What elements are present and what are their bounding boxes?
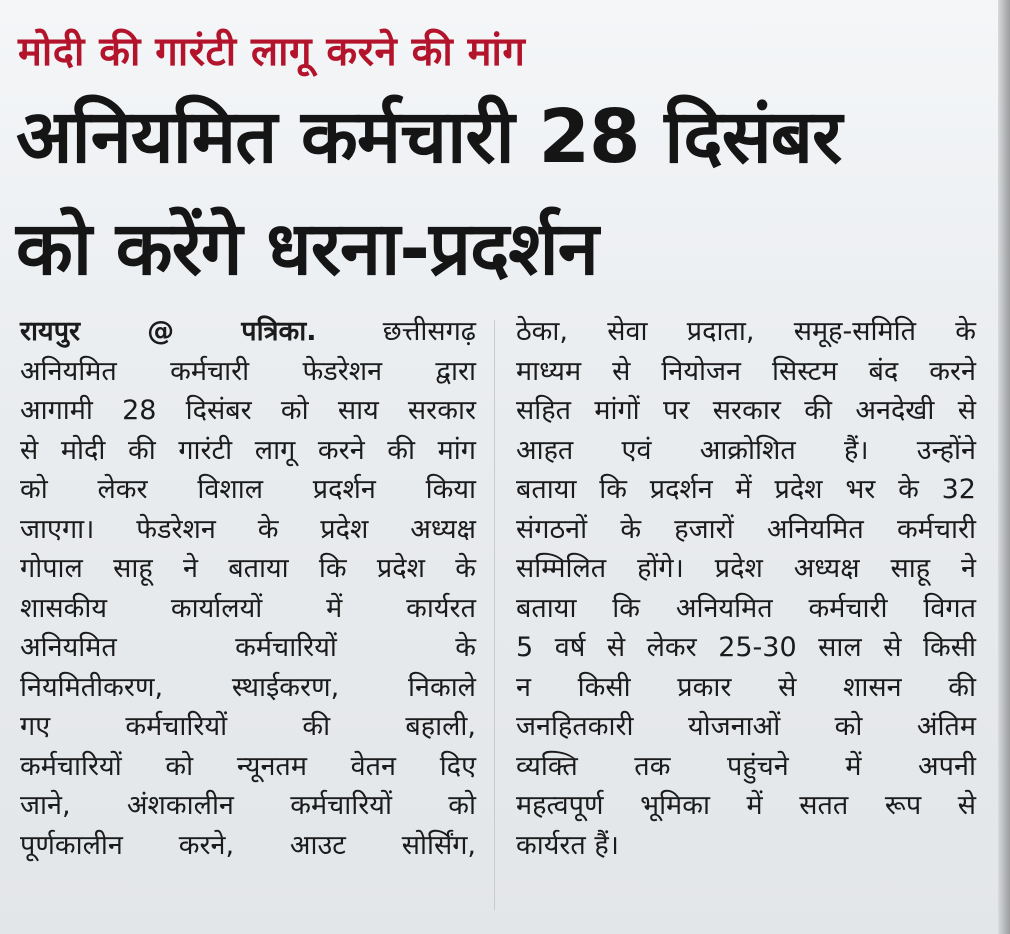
column-line: कर्मचारियों को न्यूनतम वेतन दिए [20, 750, 476, 782]
column-line: शासकीय कार्यालयों में कार्यरत [20, 592, 476, 624]
column-line [20, 312, 476, 352]
column-line: सम्मिलित होंगे। प्रदेश अध्यक्ष साहू ने [516, 553, 976, 584]
dateline: रायपुर @ पत्रिका. [20, 316, 317, 347]
column-divider [494, 320, 495, 910]
column-line: 5 वर्ष से लेकर 25-30 साल से किसी [516, 632, 976, 663]
column-line-text: छत्तीसगढ़ [382, 316, 476, 347]
column-line: जाएगा। फेडरेशन के प्रदेश अध्यक्ष [20, 513, 476, 545]
column-line: नियमितीकरण, स्थाईकरण, निकाले [20, 671, 476, 703]
clipping-edge-shadow [998, 0, 1010, 934]
column-line: न किसी प्रकार से शासन की [516, 671, 976, 703]
column-line: बताया कि प्रदर्शन में प्रदेश भर के 32 [516, 474, 976, 505]
column-line: अनियमित कर्मचारियों के [20, 632, 476, 663]
column-line: आगामी 28 दिसंबर को साय सरकार [20, 395, 476, 426]
headline-line-1: अनियमित कर्मचारी 28 दिसंबर [16, 94, 842, 180]
column-line: संगठनों के हजारों अनियमित कर्मचारी [516, 513, 976, 545]
article-column-right [516, 312, 976, 865]
column-line: महत्वपूर्ण भूमिका में सतत रूप से [516, 790, 976, 821]
article-column-left [20, 312, 476, 865]
column-line: ठेका, सेवा प्रदाता, समूह-समिति के [516, 316, 976, 347]
column-line: माध्यम से नियोजन सिस्टम बंद करने [516, 355, 976, 387]
column-line: सहित मांगों पर सरकार की अनदेखी से [516, 395, 976, 426]
column-line: गए कर्मचारियों की बहाली, [20, 711, 476, 742]
column-line: आहत एवं आक्रोशित हैं। उन्होंने [516, 434, 976, 466]
column-line: बताया कि अनियमित कर्मचारी विगत [516, 592, 976, 624]
column-line: जनहितकारी योजनाओं को अंतिम [516, 711, 976, 742]
column-line: अनियमित कर्मचारी फेडरेशन द्वारा [20, 355, 476, 387]
column-line: को लेकर विशाल प्रदर्शन किया [20, 474, 476, 505]
column-line: से मोदी की गारंटी लागू करने की मांग [20, 434, 476, 466]
column-line: कार्यरत हैं। [516, 829, 619, 861]
column-line: गोपाल साहू ने बताया कि प्रदेश के [20, 553, 476, 584]
headline-line-2: को करेंगे धरना-प्रदर्शन [16, 206, 598, 292]
column-line: पूर्णकालीन करने, आउट सोर्सिंग, [20, 829, 476, 861]
kicker-headline: मोदी की गारंटी लागू करने की मांग [18, 29, 526, 75]
column-line: जाने, अंशकालीन कर्मचारियों को [20, 790, 476, 821]
column-line: व्यक्ति तक पहुंचने में अपनी [516, 750, 976, 782]
